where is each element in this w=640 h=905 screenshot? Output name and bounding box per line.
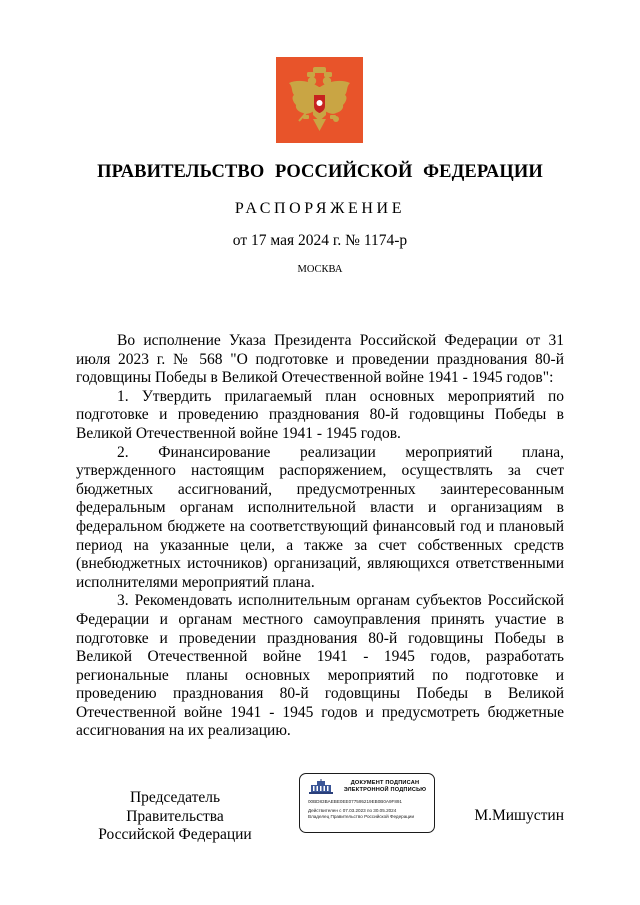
stamp-validity: Действителен с 07.03.2023 по 30.05.2024 xyxy=(308,808,397,813)
stamp-certificate: 00BD83BAEBE0EE077595219EB0B0A9F891 xyxy=(308,799,402,804)
electronic-signature-stamp xyxy=(299,773,435,833)
preamble-paragraph: Во исполнение Указа Президента Российской Федерации от 31 июля 2023 г. № 568 "О подготовке и проведении празднования 80-й годовщины Победы в Великой Отечественной войне 1941 - 1945 годов": xyxy=(76,332,564,387)
clause-2-paragraph: 2. Финансирование реализации мероприятий плана, утвержденного настоящим распоряжением, осуществлять за счет бюджетных ассигнований, предусмотренных заинтересованным федеральным органам исполнительной власти и организациям в федеральном бюджете на соответствующий финансовый год и плановый период на указанные цели, а также за счет собственных средств (внебюджетных источников) организаций, являющихся ответственными исполнителями мероприятий плана. xyxy=(76,443,564,591)
stamp-title xyxy=(338,780,432,794)
document-body xyxy=(76,332,564,741)
signatory-position-line2: Российской Федерации xyxy=(98,826,252,844)
signatory-position xyxy=(80,789,270,845)
government-building-icon xyxy=(308,779,334,795)
stamp-title-line2: ЭЛЕКТРОННОЙ ПОДПИСЬЮ xyxy=(343,787,427,793)
government-title: ПРАВИТЕЛЬСТВО РОССИЙСКОЙ ФЕДЕРАЦИИ xyxy=(97,162,543,182)
coat-of-arms-icon xyxy=(276,57,363,143)
stamp-title-line1: ДОКУМЕНТ ПОДПИСАН xyxy=(350,780,420,786)
document-date-number: от 17 мая 2024 г. № 1174-р xyxy=(232,232,408,249)
state-emblem xyxy=(276,57,363,143)
document-city: МОСКВА xyxy=(297,264,343,275)
signatory-name: М.Мишустин xyxy=(474,807,564,824)
clause-3-paragraph: 3. Рекомендовать исполнительным органам субъектов Российской Федерации и органам местного самоуправления принять участие в подготовке и проведении празднования 80-й годовщины Победы в Великой Отечественной войне 1941 - 1945 годов, разработать региональные планы основных мероприятий по подготовке и проведению празднования 80-й годовщины Победы в Великой Отечественной войне 1941 - 1945 годов и предусмотреть бюджетные ассигнования на их реализацию. xyxy=(76,592,564,740)
clause-1-paragraph: 1. Утвердить прилагаемый план основных мероприятий по подготовке и проведению празднования 80-й годовщины Победы в Великой Отечественной войне 1941 - 1945 годов. xyxy=(76,387,564,442)
stamp-owner: Владелец Правительство Российской Федерации xyxy=(308,814,415,819)
signatory-position-line1: Председатель Правительства xyxy=(126,789,224,825)
document-type: РАСПОРЯЖЕНИЕ xyxy=(234,200,406,217)
